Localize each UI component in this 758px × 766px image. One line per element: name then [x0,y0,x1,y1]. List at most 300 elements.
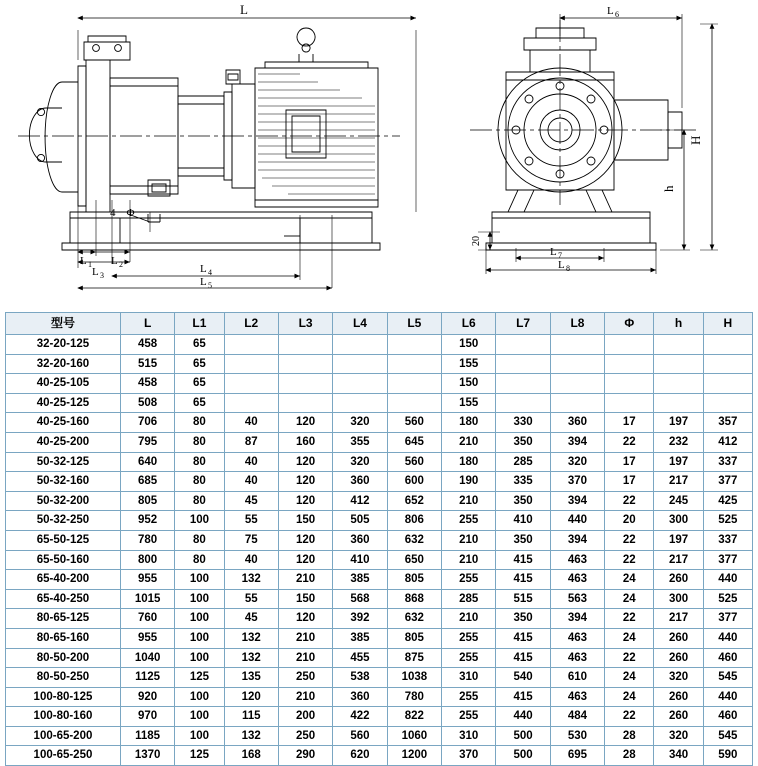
table-row [6,491,753,511]
cell-L5: 632 [387,530,441,550]
table-body [6,335,753,766]
cell-L7: 415 [496,687,550,707]
cell-L1: 100 [175,687,224,707]
cell-Φ: 20 [605,511,654,531]
cell-Φ: 28 [605,726,654,746]
cell-L5 [387,393,441,413]
cell-L2: 132 [224,726,278,746]
cell-L8: 394 [550,530,604,550]
cell-L: 1370 [120,746,174,766]
cell-L2: 115 [224,707,278,727]
cell-H: 357 [703,413,752,433]
cell-L8: 394 [550,432,604,452]
cell-h: 197 [654,530,703,550]
cell-Φ: 22 [605,530,654,550]
cell-H [703,393,752,413]
cell-L: 458 [120,374,174,394]
cell-L6: 210 [442,530,496,550]
cell-L3: 120 [278,472,332,492]
label-H: H [688,135,703,145]
cell-L3: 120 [278,413,332,433]
cell-H: 525 [703,511,752,531]
cell-L2 [224,374,278,394]
cell-L1: 65 [175,374,224,394]
cell-L5: 645 [387,432,441,452]
cell-L7: 440 [496,707,550,727]
cell-Φ: 24 [605,628,654,648]
cell-Φ: 22 [605,550,654,570]
svg-text:3: 3 [100,271,104,280]
cell-model: 100-80-160 [6,707,121,727]
cell-L7: 500 [496,746,550,766]
cell-h: 245 [654,491,703,511]
cell-H: 377 [703,472,752,492]
cell-L: 458 [120,335,174,355]
cell-Φ: 22 [605,707,654,727]
cell-H: 525 [703,589,752,609]
cell-L8 [550,354,604,374]
cell-model: 65-40-250 [6,589,121,609]
cell-H: 545 [703,668,752,688]
cell-L1: 80 [175,550,224,570]
cell-L7: 415 [496,570,550,590]
cell-L7: 330 [496,413,550,433]
dimension-table [5,312,753,766]
cell-h: 217 [654,550,703,570]
table-row [6,687,753,707]
table-row [6,374,753,394]
cell-L8: 463 [550,550,604,570]
label-L3: L [92,266,99,278]
cell-L3: 150 [278,511,332,531]
cell-model: 50-32-250 [6,511,121,531]
cell-H [703,335,752,355]
cell-L4: 385 [333,628,387,648]
table-row [6,550,753,570]
cell-L6: 285 [442,589,496,609]
cell-L3: 120 [278,491,332,511]
cell-L7: 350 [496,609,550,629]
cell-L8: 463 [550,687,604,707]
cell-L7: 415 [496,628,550,648]
cell-L5: 632 [387,609,441,629]
cell-L4: 320 [333,413,387,433]
cell-L5: 806 [387,511,441,531]
cell-L8: 463 [550,628,604,648]
cell-L7 [496,335,550,355]
cell-Φ: 24 [605,570,654,590]
table-row [6,628,753,648]
cell-L1: 100 [175,628,224,648]
label-h: h [661,185,676,192]
cell-L6: 155 [442,354,496,374]
cell-L1: 80 [175,491,224,511]
cell-L: 955 [120,570,174,590]
cell-model: 50-32-125 [6,452,121,472]
table-row [6,393,753,413]
cell-L2: 168 [224,746,278,766]
column-header-L6: L6 [442,313,496,335]
cell-L7: 415 [496,550,550,570]
cell-H: 377 [703,609,752,629]
cell-L2: 132 [224,570,278,590]
table-row [6,472,753,492]
cell-Φ [605,393,654,413]
cell-H: 545 [703,726,752,746]
cell-Φ: 17 [605,413,654,433]
cell-L1: 65 [175,393,224,413]
cell-L4: 538 [333,668,387,688]
cell-L8: 440 [550,511,604,531]
cell-L3: 210 [278,648,332,668]
cell-model: 65-50-125 [6,530,121,550]
cell-model: 40-25-200 [6,432,121,452]
cell-H: 377 [703,550,752,570]
table-row [6,354,753,374]
cell-L3 [278,354,332,374]
cell-L6: 255 [442,707,496,727]
cell-model: 32-20-160 [6,354,121,374]
cell-Φ: 24 [605,589,654,609]
cell-L1: 80 [175,432,224,452]
column-header-model: 型号 [6,313,121,335]
cell-L4: 455 [333,648,387,668]
cell-L2: 40 [224,452,278,472]
cell-L4 [333,354,387,374]
cell-L7 [496,374,550,394]
cell-L4: 560 [333,726,387,746]
cell-L6: 150 [442,335,496,355]
cell-L4: 385 [333,570,387,590]
cell-L8: 394 [550,609,604,629]
column-header-L4: L4 [333,313,387,335]
cell-L8 [550,374,604,394]
cell-L6: 155 [442,393,496,413]
cell-Φ: 24 [605,687,654,707]
cell-model: 65-50-160 [6,550,121,570]
cell-model: 100-80-125 [6,687,121,707]
cell-L: 1015 [120,589,174,609]
cell-H: 460 [703,707,752,727]
cell-model: 40-25-105 [6,374,121,394]
table-row [6,432,753,452]
table-row [6,511,753,531]
cell-L5: 1200 [387,746,441,766]
column-header-L7: L7 [496,313,550,335]
cell-h: 260 [654,707,703,727]
cell-L: 780 [120,530,174,550]
label-L2: L [111,255,118,267]
cell-L4: 360 [333,687,387,707]
cell-L8: 484 [550,707,604,727]
cell-L1: 65 [175,335,224,355]
cell-L2: 40 [224,472,278,492]
svg-text:2: 2 [119,260,123,269]
cell-Φ [605,354,654,374]
cell-L5: 822 [387,707,441,727]
cell-L1: 100 [175,726,224,746]
cell-model: 65-40-200 [6,570,121,590]
cell-h: 300 [654,589,703,609]
cell-L: 515 [120,354,174,374]
cell-L2: 55 [224,511,278,531]
cell-L4: 392 [333,609,387,629]
cell-Φ: 22 [605,609,654,629]
cell-Φ: 22 [605,432,654,452]
cell-Φ: 24 [605,668,654,688]
column-header-L3: L3 [278,313,332,335]
cell-H: 590 [703,746,752,766]
cell-h [654,393,703,413]
cell-Φ [605,374,654,394]
cell-L7: 540 [496,668,550,688]
column-header-L2: L2 [224,313,278,335]
cell-h: 300 [654,511,703,531]
column-header-L1: L1 [175,313,224,335]
cell-L6: 180 [442,452,496,472]
cell-L6: 210 [442,550,496,570]
cell-L3: 210 [278,628,332,648]
cell-L: 805 [120,491,174,511]
table-row [6,589,753,609]
cell-L6: 255 [442,511,496,531]
cell-L5: 1060 [387,726,441,746]
cell-L3: 120 [278,530,332,550]
cell-H: 337 [703,452,752,472]
cell-Φ: 17 [605,452,654,472]
table-row [6,413,753,433]
cell-L3: 150 [278,589,332,609]
cell-L4: 360 [333,472,387,492]
cell-L2: 55 [224,589,278,609]
cell-L6: 255 [442,628,496,648]
cell-L2: 40 [224,413,278,433]
cell-L5: 805 [387,570,441,590]
cell-L: 1040 [120,648,174,668]
cell-L2: 45 [224,491,278,511]
cell-model: 80-65-125 [6,609,121,629]
label-L6: L [607,5,614,17]
cell-L: 760 [120,609,174,629]
cell-L4: 320 [333,452,387,472]
cell-L6: 210 [442,491,496,511]
cell-L5 [387,374,441,394]
cell-L: 920 [120,687,174,707]
dimension-table-container [5,312,753,766]
cell-L: 952 [120,511,174,531]
cell-L7: 350 [496,530,550,550]
cell-h: 197 [654,413,703,433]
cell-model: 32-20-125 [6,335,121,355]
cell-L4 [333,393,387,413]
column-header-L: L [120,313,174,335]
svg-text:7: 7 [558,251,562,260]
svg-text:5: 5 [208,281,212,290]
svg-text:8: 8 [566,264,570,273]
cell-L2: 87 [224,432,278,452]
cell-L1: 80 [175,472,224,492]
cell-L4: 620 [333,746,387,766]
cell-L: 706 [120,413,174,433]
label-L1: L [80,255,87,267]
cell-L4: 505 [333,511,387,531]
cell-L6: 370 [442,746,496,766]
cell-L1: 80 [175,413,224,433]
cell-L7: 415 [496,648,550,668]
cell-L: 685 [120,472,174,492]
table-row [6,530,753,550]
svg-text:6: 6 [615,10,619,19]
cell-L4: 410 [333,550,387,570]
cell-h: 217 [654,472,703,492]
table-row [6,746,753,766]
cell-L5: 600 [387,472,441,492]
cell-Φ [605,335,654,355]
cell-Φ: 28 [605,746,654,766]
cell-L: 970 [120,707,174,727]
svg-text:1: 1 [88,260,92,269]
label-L7: L [550,246,557,258]
cell-L8: 320 [550,452,604,472]
cell-H: 440 [703,628,752,648]
cell-h: 232 [654,432,703,452]
cell-h: 340 [654,746,703,766]
cell-L8: 695 [550,746,604,766]
cell-L5: 868 [387,589,441,609]
table-row [6,726,753,746]
cell-L2: 135 [224,668,278,688]
cell-h [654,335,703,355]
cell-L7: 515 [496,589,550,609]
cell-h: 197 [654,452,703,472]
cell-L4: 355 [333,432,387,452]
cell-L1: 125 [175,668,224,688]
cell-L3: 210 [278,687,332,707]
cell-L1: 100 [175,648,224,668]
column-header-L5: L5 [387,313,441,335]
label-L4: L [200,263,207,275]
cell-model: 50-32-200 [6,491,121,511]
cell-H: 412 [703,432,752,452]
cell-L8 [550,393,604,413]
cell-L8: 530 [550,726,604,746]
cell-L: 955 [120,628,174,648]
cell-L5 [387,335,441,355]
cell-L2 [224,335,278,355]
cell-H [703,374,752,394]
cell-L7: 350 [496,491,550,511]
cell-h: 320 [654,726,703,746]
cell-L3: 250 [278,668,332,688]
cell-L6: 190 [442,472,496,492]
cell-L7 [496,393,550,413]
cell-L6: 255 [442,648,496,668]
cell-h [654,374,703,394]
cell-L3: 200 [278,707,332,727]
cell-model: 100-65-250 [6,746,121,766]
cell-model: 80-50-200 [6,648,121,668]
cell-h: 320 [654,668,703,688]
cell-L3 [278,335,332,355]
cell-L1: 100 [175,609,224,629]
cell-H: 425 [703,491,752,511]
cell-L4 [333,374,387,394]
cell-L8: 370 [550,472,604,492]
cell-L3: 120 [278,452,332,472]
column-header-h: h [654,313,703,335]
table-row [6,570,753,590]
cell-L4: 360 [333,530,387,550]
cell-L: 1185 [120,726,174,746]
cell-h: 260 [654,628,703,648]
cell-L3: 120 [278,609,332,629]
cell-L: 795 [120,432,174,452]
cell-L6: 150 [442,374,496,394]
cell-model: 40-25-125 [6,393,121,413]
cell-L5: 650 [387,550,441,570]
cell-L4: 412 [333,491,387,511]
cell-model: 80-50-250 [6,668,121,688]
cell-L2: 120 [224,687,278,707]
cell-L: 508 [120,393,174,413]
table-row [6,335,753,355]
cell-L1: 125 [175,746,224,766]
cell-Φ: 17 [605,472,654,492]
cell-H: 337 [703,530,752,550]
cell-L7: 285 [496,452,550,472]
cell-L6: 180 [442,413,496,433]
table-row [6,668,753,688]
label-L8: L [558,259,565,271]
cell-L8: 563 [550,589,604,609]
cell-model: 100-65-200 [6,726,121,746]
cell-L6: 310 [442,726,496,746]
cell-L4: 568 [333,589,387,609]
cell-L3: 290 [278,746,332,766]
cell-model: 50-32-160 [6,472,121,492]
cell-L7 [496,354,550,374]
cell-L1: 80 [175,452,224,472]
cell-L5: 1038 [387,668,441,688]
label-L: L [240,2,248,17]
cell-Φ: 22 [605,648,654,668]
cell-L2: 75 [224,530,278,550]
cell-L3: 210 [278,570,332,590]
cell-H: 460 [703,648,752,668]
cell-L3 [278,374,332,394]
cell-L2: 132 [224,628,278,648]
cell-L5: 875 [387,648,441,668]
cell-H: 440 [703,687,752,707]
cell-L2: 40 [224,550,278,570]
table-header-row [6,313,753,335]
cell-h [654,354,703,374]
cell-L: 1125 [120,668,174,688]
cell-L2 [224,354,278,374]
cell-L2: 45 [224,609,278,629]
cell-model: 40-25-160 [6,413,121,433]
cell-L7: 500 [496,726,550,746]
cell-L6: 310 [442,668,496,688]
svg-text:4: 4 [208,268,212,277]
cell-L8: 360 [550,413,604,433]
cell-L2: 132 [224,648,278,668]
cell-L1: 65 [175,354,224,374]
pump-dimension-drawing [0,0,758,300]
cell-H [703,354,752,374]
cell-L4 [333,335,387,355]
cell-L8: 394 [550,491,604,511]
